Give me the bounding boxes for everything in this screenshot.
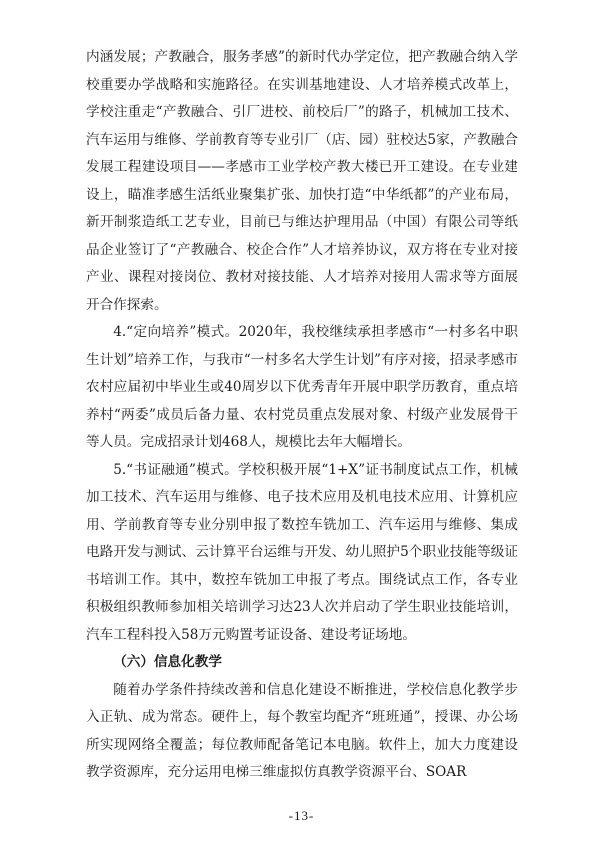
body-text	[86, 44, 518, 787]
paragraph-continuation: 内涵发展；产教融合，服务孝感”的新时代办学定位，把产教融合纳入学校重要办学战略和实施路径。在实训基地建设、人才培养模式改革上，学校注重走“产教融合、引厂进校、前校后厂”的路子，机械加工技术、汽车运用与维修、学前教育等专业引厂（店、园）驻校达5家，产教融合发展工程建设项目——孝感市工业学校产教大楼已开工建设。在专业建设上，瞄准孝感生活纸业聚集扩张、加快打造“中华纸都”的产业布局，新开制浆造纸工艺专业，目前已与维达护理用品（中国）有限公司等纸品企业签订了“产教融合、校企合作”人才培养协议，双方将在专业对接产业、课程对接岗位、教材对接技能、人才培养对接用人需求等方面展开合作探索。	[86, 49, 518, 313]
page-number: -13-	[288, 808, 315, 823]
paragraph-section-6: 随着办学条件持续改善和信息化建设不断推进，学校信息化教学步入正轨、成为常态。硬件上，每个教室均配齐“班班通”，授课、办公场所实现网络全覆盖；每位教师配备笔记本电脑。软件上，加大力度建设教学资源库，充分运用电梯三维虚拟仿真教学资源平台、SOAR	[86, 681, 518, 780]
paragraph-item-5: 5.“书证融通”模式。学校积极开展“1+X”证书制度试点工作，机械加工技术、汽车运用与维修、电子技术应用及机电技术应用、计算机应用、学前教育等专业分别申报了数控车铣加工、汽车运用与维修、集成电路开发与测试、云计算平台运维与开发、幼儿照护5个职业技能等级证书培训工作。其中，数控车铣加工申报了考点。围绕试点工作，各专业积极组织教师参加相关培训学习达23人次并启动了学生职业技能培训，汽车工程科投入58万元购置考证设备、建设考证场地。	[86, 461, 518, 643]
section-heading: （六）信息化教学	[113, 654, 222, 670]
paragraph-item-4: 4.“定向培养”模式。2020年，我校继续承担孝感市“一村多名中职生计划”培养工作，与我市“一村多名大学生计划”有序对接，招录孝感市农村应届初中毕业生或40周岁以下优秀青年开展中职学历教育，重点培养村“两委”成员后备力量、农村党员重点发展对象、村级产业发展骨干等人员。完成招录计划468人，规模比去年大幅增长。	[86, 324, 518, 450]
